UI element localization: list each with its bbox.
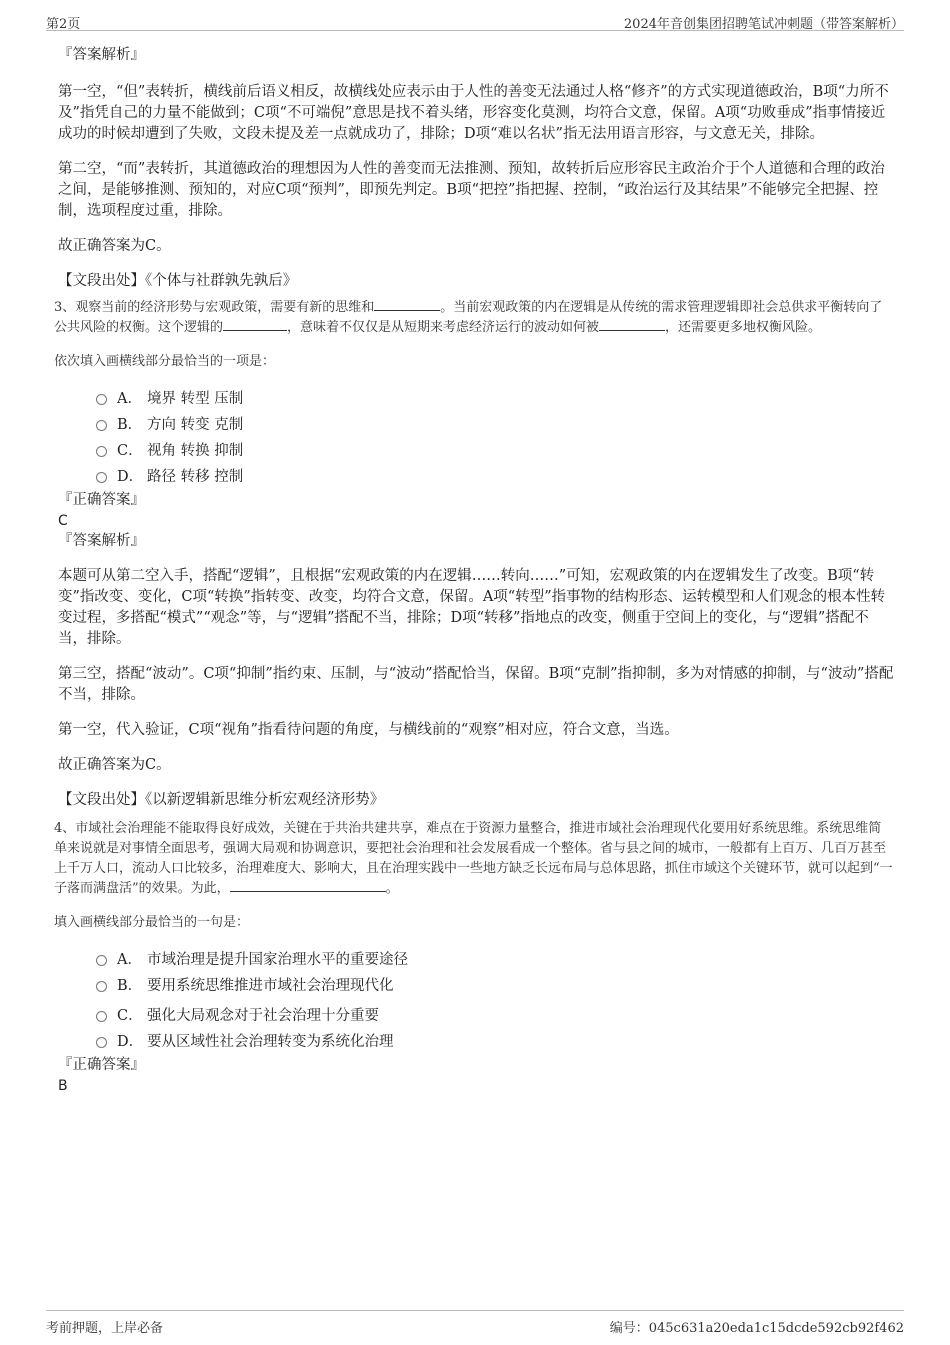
q3-analysis-label: 『答案解析』 bbox=[58, 533, 145, 549]
q3-answer: C bbox=[58, 513, 68, 529]
q4-option-b[interactable]: B． 要用系统思维推进市域社会治理现代化 bbox=[96, 973, 894, 999]
radio-icon[interactable] bbox=[96, 420, 107, 431]
document-title: 2024年音创集团招聘笔试冲刺题（带答案解析） bbox=[623, 17, 904, 32]
footer-slogan: 考前押题，上岸必备 bbox=[46, 1321, 164, 1336]
q3-option-c[interactable]: C． 视角 转换 抑制 bbox=[96, 438, 894, 464]
q4-prompt: 填入画横线部分最恰当的一句是： bbox=[54, 915, 250, 930]
page-footer bbox=[46, 1310, 904, 1336]
radio-icon[interactable] bbox=[96, 394, 107, 405]
q2-analysis-para2: 第二空，“而”表转折，其道德政治的理想因为人性的善变而无法推测、预知，故转折后应形容民主政治介于个人道德和合理的政治之间，是能够推测、预知的，对应C项“预判”，即预先判定。B项“把控”指把握、控制，“政治运行及其结果”不能够完全把握、控制，选项程度过重，排除。 bbox=[58, 161, 885, 219]
q2-analysis-para1: 第一空，“但”表转折，横线前后语义相反，故横线处应表示由于人性的善变无法通过人格“修齐”的方式实现道德政治，B项“力所不及”指凭自己的力量不能做到；C项“不可端倪”意思是找不着头绪，形容变化莫测，均符合文意，保留。A项“功败垂成”指事情接近成功的时候却遭到了失败，文段未提及差一点就成功了，排除；D项“难以名状”指无法用语言形容，与文意无关，排除。 bbox=[58, 84, 889, 142]
q2-conclusion: 故正确答案为C。 bbox=[58, 238, 171, 254]
q3-prompt: 依次填入画横线部分最恰当的一项是： bbox=[54, 354, 276, 369]
radio-icon[interactable] bbox=[96, 981, 107, 992]
radio-icon[interactable] bbox=[96, 1011, 107, 1022]
q3-option-b[interactable]: B． 方向 转变 克制 bbox=[96, 412, 894, 438]
q3-source: 【文段出处】《以新逻辑新思维分析宏观经济形势》 bbox=[58, 792, 385, 808]
page-content bbox=[54, 45, 894, 1096]
q3-answer-label: 『正确答案』 bbox=[58, 492, 145, 508]
q3-analysis-para1: 本题可从第二空入手，搭配“逻辑”，且根据“宏观政策的内在逻辑……转向……”可知，宏观政策的内在逻辑发生了改变。B项“转变”指改变、变化，C项“转换”指转变、改变，均符合文意，保留。A项“转型”指事物的结构形态、运转模型和人们观念的根本性转变过程，多搭配“模式”“观念”等，与“逻辑”搭配不当，排除；D项“转移”指地点的改变，侧重于空间上的变化，与“逻辑”搭配不当，排除。 bbox=[58, 568, 886, 647]
q3-option-a[interactable]: A． 境界 转型 压制 bbox=[96, 386, 894, 412]
q2-analysis-label: 『答案解析』 bbox=[58, 47, 145, 63]
document-id: 编号：045c631a20eda1c15dcde592cb92f462 bbox=[609, 1321, 904, 1336]
q3-conclusion: 故正确答案为C。 bbox=[58, 757, 171, 773]
page-header bbox=[46, 0, 904, 31]
q4-answer-label: 『正确答案』 bbox=[58, 1057, 145, 1073]
q3-blank-1 bbox=[374, 298, 440, 311]
radio-icon[interactable] bbox=[96, 472, 107, 483]
q4-blank bbox=[230, 879, 386, 892]
q4-option-c[interactable]: C． 强化大局观念对于社会治理十分重要 bbox=[96, 1003, 894, 1029]
q4-option-a[interactable]: A． 市域治理是提升国家治理水平的重要途径 bbox=[96, 947, 894, 973]
radio-icon[interactable] bbox=[96, 955, 107, 966]
radio-icon[interactable] bbox=[96, 446, 107, 457]
q3-blank-2 bbox=[223, 318, 287, 331]
q3-analysis-para3: 第一空，代入验证，C项“视角”指看待问题的角度，与横线前的“观察”相对应，符合文意，当选。 bbox=[58, 722, 679, 738]
q4-answer: B bbox=[58, 1078, 68, 1094]
q3-options bbox=[96, 386, 894, 490]
q3-option-d[interactable]: D． 路径 转移 控制 bbox=[96, 464, 894, 490]
q4-stem: 4、市域社会治理能不能取得良好成效，关键在于共治共建共享，难点在于资源力量整合，推进市域社会治理现代化要用好系统思维。系统思维简单来说就是对事情全面思考，强调大局观和协调意识，要把社会治理和社会发展看成一个整体。省与县之间的城市，一般都有上百万、几百万甚至上千万人口，流动人口比较多，治理难度大、影响大，且在治理实践中一些地方缺乏长远布局与总体思路，抓住市域这个关键环节，就可以起到“一子落而满盘活”的效果。为此， 。 bbox=[54, 821, 893, 896]
q4-options bbox=[96, 947, 894, 1055]
q3-blank-3 bbox=[599, 318, 665, 331]
q4-option-d[interactable]: D． 要从区域性社会治理转变为系统化治理 bbox=[96, 1029, 894, 1055]
page-number: 第2页 bbox=[46, 17, 81, 32]
q3-analysis-para2: 第三空，搭配“波动”。C项“抑制”指约束、压制，与“波动”搭配恰当，保留。B项“克制”指抑制，多为对情感的抑制，与“波动”搭配不当，排除。 bbox=[58, 666, 894, 703]
q3-stem: 3、观察当前的经济形势与宏观政策，需要有新的思维和 。当前宏观政策的内在逻辑是从传统的需求管理逻辑即社会总供求平衡转向了公共风险的权衡。这个逻辑的 ，意味着不仅仅是从短期来考虑经济运行的波动如何被 ，还需要更多地权衡风险。 bbox=[54, 300, 883, 335]
radio-icon[interactable] bbox=[96, 1037, 107, 1048]
q2-source: 【文段出处】《个体与社群孰先孰后》 bbox=[58, 273, 298, 289]
